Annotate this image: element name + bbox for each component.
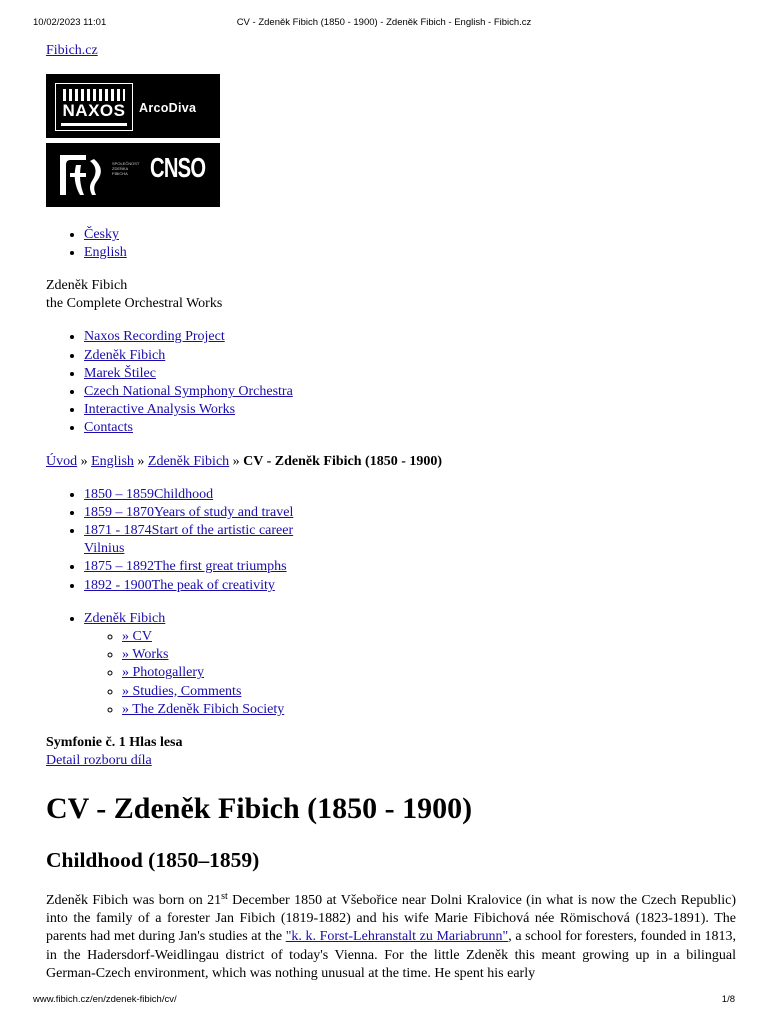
nav-link-marek-stilec[interactable]: Marek Štilec — [84, 365, 156, 381]
main-nav — [46, 328, 736, 437]
childhood-paragraph — [46, 892, 736, 983]
fibich-nav-item — [84, 610, 736, 719]
nav-link-contacts[interactable]: Contacts — [84, 420, 133, 436]
breadcrumb-link-uvod[interactable]: Úvod — [46, 453, 78, 469]
fibich-subnav-item — [122, 628, 736, 646]
print-header — [0, 17, 768, 31]
subnav-link-cv[interactable]: » CV — [122, 629, 152, 645]
cv-nav-item — [84, 577, 736, 595]
cv-nav-item — [84, 522, 324, 558]
cv-nav-item — [84, 504, 736, 522]
paragraph-text: December 1850 at Všebořice near Dolni Kralovice (in what is now the Czech Republic) into the family of a forester Jan Fibich (1819-1882) and his wife Marie Fibichová née Römischová (1823-1891). The parents had met during Jan's studies at the — [46, 893, 736, 945]
main-nav-item — [84, 365, 736, 383]
symfonie-detail-link[interactable]: Detail rozboru díla — [46, 753, 152, 769]
language-item-en — [84, 244, 736, 262]
breadcrumb-separator: » — [80, 453, 88, 469]
print-page-number: 1/8 — [721, 994, 735, 1005]
symfonie-title: Symfonie č. 1 Hlas lesa — [46, 735, 183, 751]
fibich-subnav-item — [122, 701, 736, 719]
section-heading-childhood: Childhood (1850–1859) — [46, 848, 260, 873]
fibich-subnav-item — [122, 683, 736, 701]
main-nav-item — [84, 328, 736, 346]
page-content — [46, 42, 736, 983]
mariabrunn-link[interactable]: "k. k. Forst-Lehranstalt zu Mariabrunn" — [285, 929, 509, 945]
arcodiva-logo-text: ArcoDiva — [139, 101, 197, 115]
print-footer — [0, 994, 768, 1008]
breadcrumb-link-english[interactable]: English — [91, 453, 134, 469]
fibich-subnav — [46, 610, 736, 719]
naxos-logo-text: NAXOS — [62, 101, 126, 120]
cv-section-nav — [46, 486, 736, 595]
society-logo-text: SPOLEČNOST ZDEŇKA FIBICHA — [112, 161, 140, 176]
breadcrumb-separator: » — [232, 453, 240, 469]
cv-nav-item — [84, 486, 736, 504]
society-cnso-logo[interactable] — [46, 143, 220, 207]
cv-link-peak-creativity[interactable]: 1892 - 1900The peak of creativity — [84, 577, 275, 593]
subnav-link-studies[interactable]: » Studies, Comments — [122, 683, 242, 699]
print-datetime: 10/02/2023 11:01 — [33, 17, 107, 28]
cv-link-artistic-career[interactable]: 1871 - 1874Start of the artistic career Vilnius — [84, 523, 294, 557]
main-nav-item — [84, 383, 736, 401]
site-tagline — [46, 277, 736, 313]
cv-nav-item — [84, 558, 736, 576]
cv-link-great-triumphs[interactable]: 1875 – 1892The first great triumphs — [84, 559, 287, 575]
print-url: www.fibich.cz/en/zdenek-fibich/cv/ — [33, 994, 177, 1005]
fibich-subnav-item — [122, 664, 736, 682]
paragraph-text: Zdeněk Fibich was born on 21 — [46, 893, 222, 909]
nav-link-interactive-analysis[interactable]: Interactive Analysis Works — [84, 402, 236, 418]
fibich-subnav-list — [84, 628, 736, 719]
main-nav-item — [84, 347, 736, 365]
cv-link-childhood[interactable]: 1850 – 1859Childhood — [84, 486, 214, 502]
print-title: CV - Zdeněk Fibich (1850 - 1900) - Zdeněk Fibich - English - Fibich.cz — [236, 17, 532, 28]
site-home-link[interactable]: Fibich.cz — [46, 43, 98, 58]
language-list — [46, 226, 736, 262]
naxos-arcodiva-logo[interactable] — [46, 74, 220, 138]
language-link-en[interactable]: English — [84, 245, 127, 261]
page-title: CV - Zdeněk Fibich (1850 - 1900) — [46, 792, 473, 826]
tagline-subtitle: the Complete Orchestral Works — [46, 296, 223, 312]
subnav-link-photogallery[interactable]: » Photogallery — [122, 665, 205, 681]
nav-link-zdenek-fibich[interactable]: Zdeněk Fibich — [84, 347, 166, 363]
breadcrumb-link-zdenek-fibich[interactable]: Zdeněk Fibich — [147, 453, 230, 469]
subnav-link-society[interactable]: » The Zdeněk Fibich Society — [122, 701, 285, 717]
nav-link-cnso[interactable]: Czech National Symphony Orchestra — [84, 384, 293, 400]
paragraph-superscript: st — [221, 891, 228, 903]
nav-link-naxos-project[interactable]: Naxos Recording Project — [84, 329, 225, 345]
fibich-nav-link[interactable]: Zdeněk Fibich — [84, 610, 166, 626]
fibich-subnav-item — [122, 646, 736, 664]
cv-link-study-travel[interactable]: 1859 – 1870Years of study and travel — [84, 504, 294, 520]
subnav-link-works[interactable]: » Works — [122, 647, 169, 663]
breadcrumb — [46, 453, 736, 471]
society-emblem-icon — [56, 151, 106, 199]
main-nav-item — [84, 401, 736, 419]
breadcrumb-separator: » — [137, 453, 145, 469]
breadcrumb-current: CV - Zdeněk Fibich (1850 - 1900) — [243, 453, 443, 469]
naxos-logo — [55, 83, 133, 131]
tagline-name: Zdeněk Fibich — [46, 278, 128, 294]
language-link-cs[interactable]: Česky — [84, 227, 119, 242]
cnso-logo-text: CNSO — [150, 152, 206, 183]
paragraph-text: , a school for foresters, founded in 1813, in the Hadersdorf-Weidlingau district of today's Vienna. For the little Zdeněk this meant growing up in a bilingual German-Czech environment, which was nothing unusual at the time. He spent his early — [46, 929, 736, 981]
language-item-cs — [84, 226, 736, 244]
main-nav-item — [84, 419, 736, 437]
